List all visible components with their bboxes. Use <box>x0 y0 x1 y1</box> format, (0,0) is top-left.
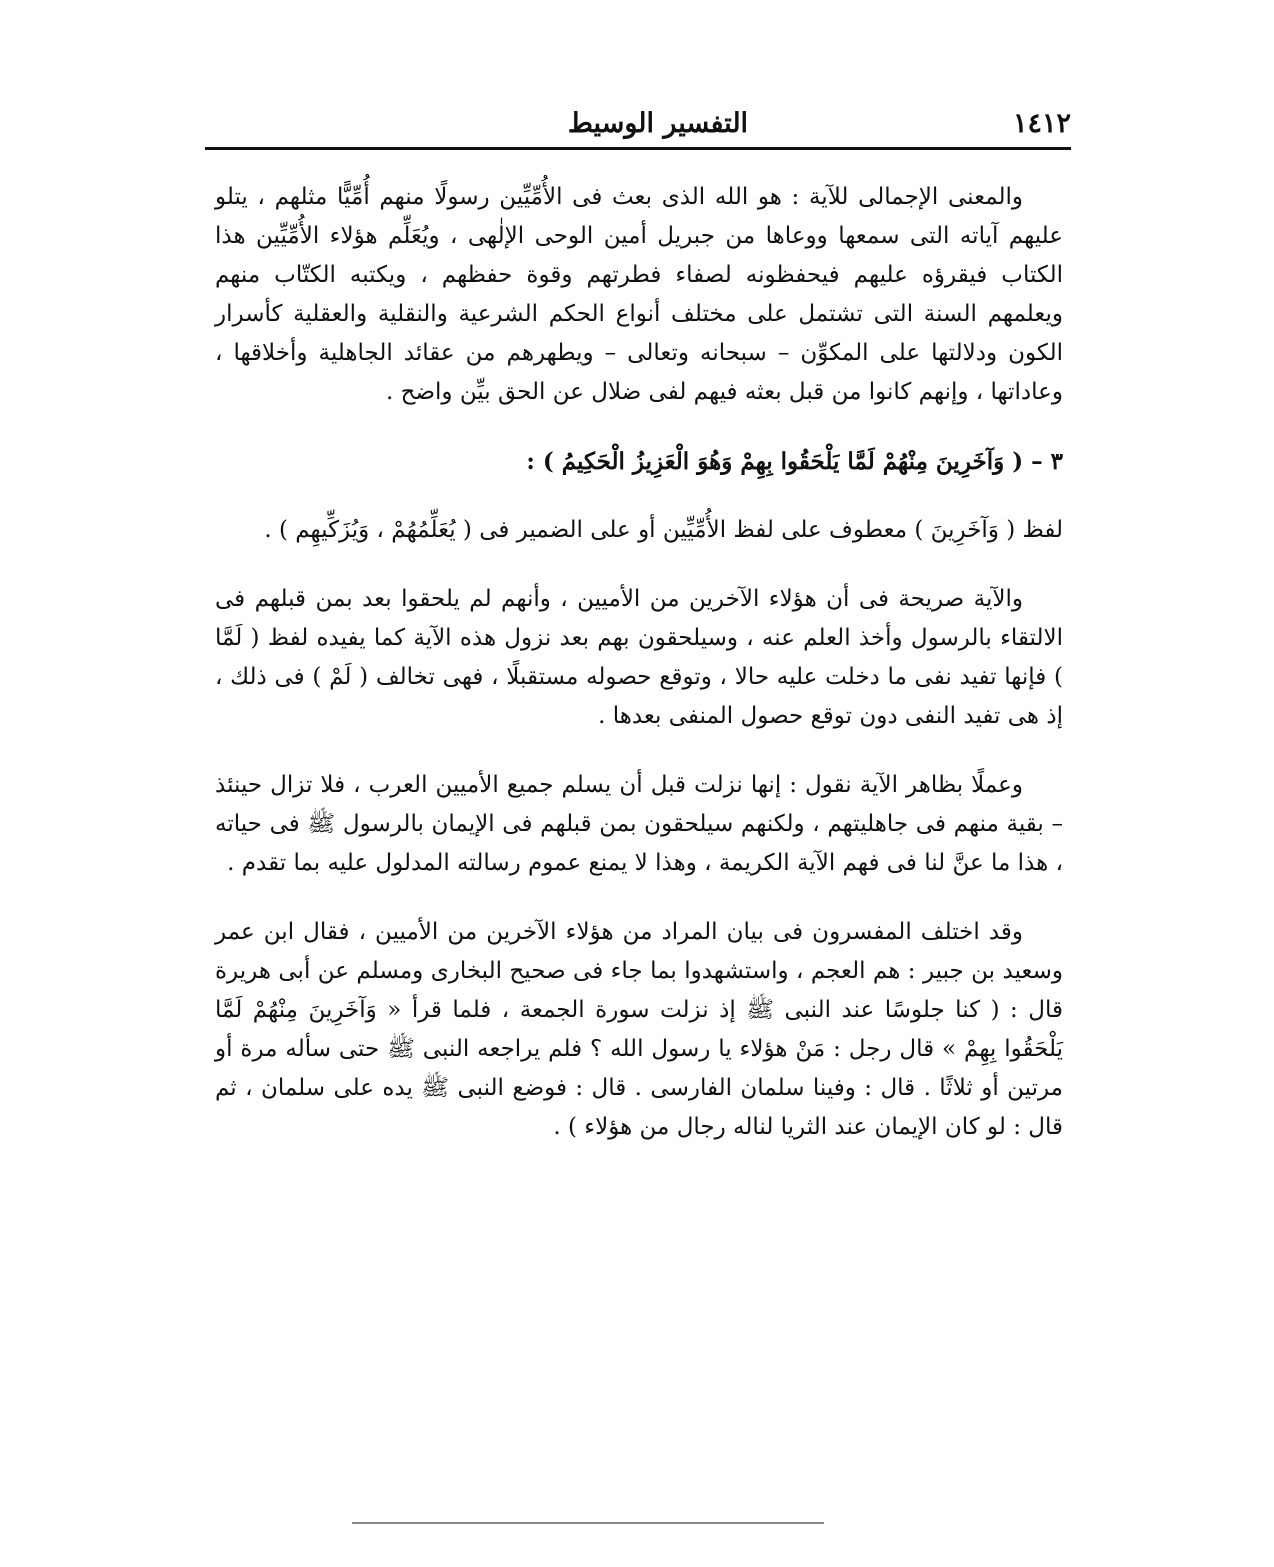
paragraph-general-meaning: والمعنى الإجمالى للآية : هو الله الذى بعث فى الأُمِّيِّين رسولًا منهم أُمِّيًّا مثلهم ، يتلو عليهم آياته التى سمعها ووعاها من جبريل أمين الوحى الإلٰهى ، ويُعَلِّم هؤلاء الأُمِّيِّين هذا الكتاب فيقرؤه عليهم فيحفظونه لصفاء فطرتهم وقوة حفظهم ، ويكتبه الكتّاب منهم ويعلمهم السنة التى تشتمل على مختلف أنواع الحكم الشرعية والنقلية والعقلية كأسرار الكون ودلالتها على المكوِّن – سبحانه وتعالى – ويطهرهم من عقائد الجاهلية وأخلاقها ، وعاداتها ، وإنهم كانوا من قبل بعثه فيهم لفى ضلال عن الحق بيِّن واضح . <box>215 184 1063 405</box>
paragraph-commentators: وقد اختلف المفسرون فى بيان المراد من هؤلاء الآخرين من الأميين ، فقال ابن عمر وسعيد بن جبير : هم العجم ، واستشهدوا بما جاء فى صحيح البخارى ومسلم عن أبى هريرة قال : ( كنا جلوسًا عند النبى ﷺ إذ نزلت سورة الجمعة ، فلما قرأ « وَآخَرِينَ مِنْهُمْ لَمَّا يَلْحَقُوا بِهِمْ » قال رجل : مَنْ هؤلاء يا رسول الله ؟ فلم يراجعه النبى ﷺ حتى سأله مرة أو مرتين أو ثلاثًا . قال : وفينا سلمان الفارسى . قال : فوضع النبى ﷺ يده على سلمان ، ثم قال : لو كان الإيمان عند الثريا لناله رجال من هؤلاء ) . <box>215 919 1063 1140</box>
body-text <box>215 178 1063 1147</box>
footer-rule <box>352 1522 824 1524</box>
paragraph-word-akharin: لفظ ( وَآخَرِينَ ) معطوف على لفظ الأُمِّيِّين أو على الضمير فى ( يُعَلِّمُهُمْ ، وَيُزَكِّيهِم ) . <box>264 517 1063 543</box>
spacer <box>215 412 1063 442</box>
page-header <box>205 108 1071 144</box>
verse-heading: ٣ – ( وَآخَرِينَ مِنْهُمْ لَمَّا يَلْحَقُوا بِهِمْ وَهُوَ الْعَزِيزُ الْحَكِيمُ ) : <box>526 448 1063 475</box>
paragraph-verse-explicit: والآية صريحة فى أن هؤلاء الآخرين من الأميين ، وأنهم لم يلحقوا بعد بمن قبلهم فى الالتقاء بالرسول وأخذ العلم عنه ، وسيلحقون بهم بعد نزول هذه الآية كما يفيده لفظ ( لَمَّا ) فإنها تفيد نفى ما دخلت عليه حالا ، وتوقع حصوله مستقبلًا ، فهى تخالف ( لَمْ ) فى ذلك ، إذ هى تفيد النفى دون توقع حصول المنفى بعدها . <box>215 586 1063 729</box>
header-rule <box>205 147 1071 150</box>
running-title: التفسير الوسيط <box>567 108 749 139</box>
spacer <box>215 550 1063 580</box>
page-number: ١٤١٢ <box>1012 108 1071 139</box>
spacer <box>215 481 1063 511</box>
spacer <box>215 883 1063 913</box>
spacer <box>215 736 1063 766</box>
paragraph-apparent-meaning: وعملًا بظاهر الآية نقول : إنها نزلت قبل أن يسلم جميع الأميين العرب ، فلا تزال حينئذ – بقية منهم فى جاهليتهم ، ولكنهم سيلحقون بمن قبلهم فى الإيمان بالرسول ﷺ فى حياته ، هذا ما عنَّ لنا فى فهم الآية الكريمة ، وهذا لا يمنع عموم رسالته المدلول عليه بما تقدم . <box>215 772 1063 876</box>
